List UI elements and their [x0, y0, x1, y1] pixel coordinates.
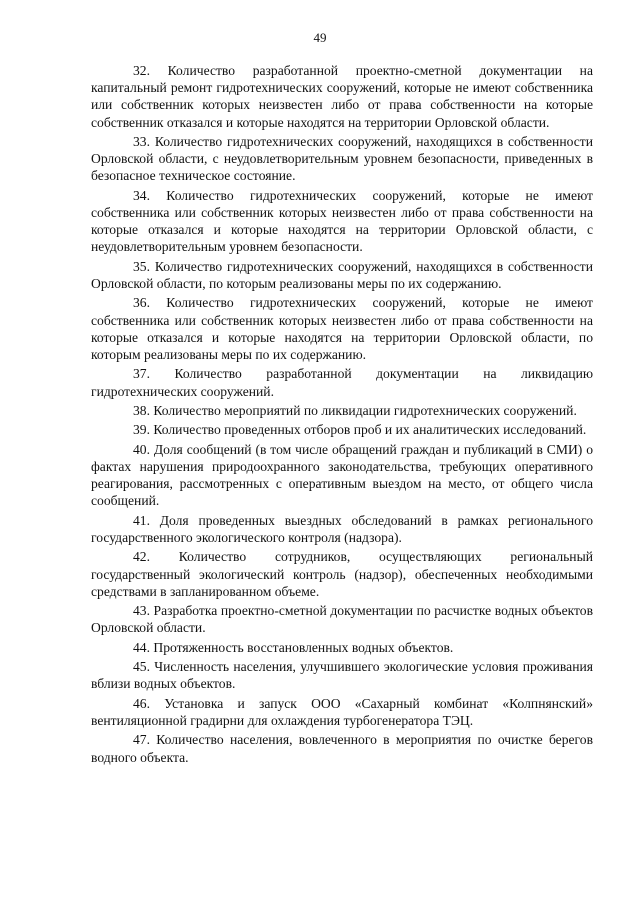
paragraph-43: 43. Разработка проектно-сметной документации по расчистке водных объектов Орловской области.	[91, 603, 593, 636]
paragraph-35: 35. Количество гидротехнических сооружений, находящихся в собственности Орловской области, по которым реализованы меры по их содержанию.	[91, 258, 593, 291]
paragraph-34: 34. Количество гидротехнических сооружений, которые не имеют собственника или собственник которых неизвестен либо от права собственности на которые отказался и которые находятся на территории Орловской области, с неудовлетворительным уровнем безопасности.	[91, 187, 593, 255]
paragraph-44: 44. Протяженность восстановленных водных объектов.	[133, 639, 454, 655]
paragraph-46: 46. Установка и запуск ООО «Сахарный комбинат «Колпнянский» вентиляционной градирни для охлаждения турбогенератора ТЭЦ.	[91, 695, 593, 728]
document-body	[91, 62, 593, 768]
paragraph-45: 45. Численность населения, улучшившего экологические условия проживания вблизи водных объектов.	[91, 659, 593, 692]
page-number: 49	[313, 30, 327, 45]
paragraph-37: 37. Количество разработанной документации на ликвидацию гидротехнических сооружений.	[91, 366, 593, 399]
paragraph-47: 47. Количество населения, вовлеченного в мероприятия по очистке берегов водного объекта.	[91, 732, 593, 765]
paragraph-36: 36. Количество гидротехнических сооружений, которые не имеют собственника или собственник которых неизвестен либо от права собственности на которые отказался и которые находятся на территории Орловской области, по которым реализованы меры по их содержанию.	[91, 295, 593, 362]
paragraph-40: 40. Доля сообщений (в том числе обращений граждан и публикаций в СМИ) о фактах нарушения природоохранного законодательства, требующих оперативного реагирования, рассмотренных с оперативным выездом на место, от общего числа сообщений.	[91, 441, 593, 509]
paragraph-41: 41. Доля проведенных выездных обследований в рамках регионального государственного экологического контроля (надзора).	[91, 512, 593, 545]
paragraph-33: 33. Количество гидротехнических сооружений, находящихся в собственности Орловской области, с неудовлетворительным уровнем безопасности, приведенных в безопасное техническое состояние.	[91, 134, 593, 184]
paragraph-39: 39. Количество проведенных отборов проб и их аналитических исследований.	[133, 422, 587, 438]
paragraph-42: 42. Количество сотрудников, осуществляющих региональный государственный экологический контроль (надзор), обеспеченных необходимыми средствами в запланированном объеме.	[91, 549, 593, 599]
paragraph-38: 38. Количество мероприятий по ликвидации гидротехнических сооружений.	[133, 402, 577, 418]
paragraph-32: 32. Количество разработанной проектно-сметной документации на капитальный ремонт гидротехнических сооружений, которые не имеют собственника или собственник которых неизвестен либо от права собственности на которые собственник отказался и которые находятся на территории Орловской области.	[91, 63, 593, 130]
